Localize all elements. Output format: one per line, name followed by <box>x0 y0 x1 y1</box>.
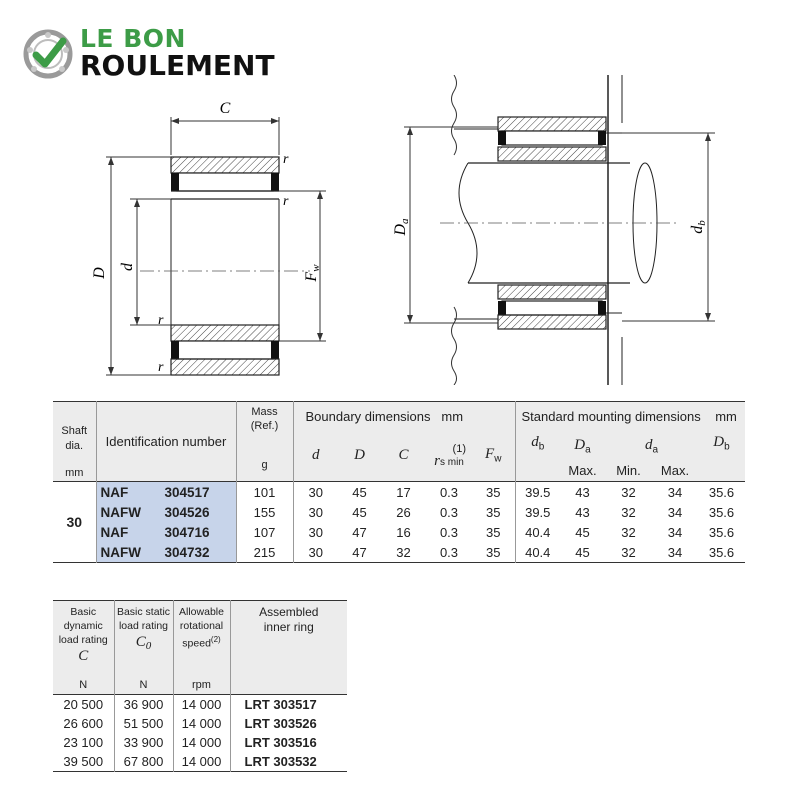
ratings-table <box>53 600 347 772</box>
col-ref: (Ref.) <box>250 420 279 432</box>
label-db: d <box>689 225 706 234</box>
cell-Db: 35.6 <box>708 504 735 520</box>
cell-C: 16 <box>396 524 411 540</box>
label-r: r <box>158 360 164 375</box>
cell-db: 39.5 <box>525 484 551 500</box>
mass-cell: 107 <box>236 522 293 542</box>
col-Db-sub: b <box>724 441 730 453</box>
ident-prefix: NAF <box>100 524 129 540</box>
cell-ring: LRT 303526 <box>244 716 317 731</box>
cell-damax: 34 <box>667 484 683 500</box>
col-db: d <box>531 434 539 450</box>
h-dynamic-C: C <box>78 648 89 664</box>
col-Da-sub: a <box>585 444 591 456</box>
cell-r: 0.3 <box>439 544 459 560</box>
cell-Db: 35.6 <box>708 544 735 560</box>
table-row <box>53 752 347 772</box>
cell-damin: 32 <box>621 524 636 540</box>
cell-D: 45 <box>352 504 367 520</box>
bearing-drawing <box>80 95 440 395</box>
std-unit: mm <box>715 408 737 424</box>
table-row <box>53 733 347 752</box>
label-r: r <box>283 194 289 209</box>
col-Fw: F <box>485 446 495 463</box>
cell-c0: 67 800 <box>114 752 173 772</box>
table-row <box>53 542 745 563</box>
col-max2: Max. <box>660 462 690 478</box>
cell-c: 20 500 <box>53 695 114 715</box>
cell-ring: LRT 303516 <box>244 735 317 750</box>
cell-Db: 35.6 <box>708 484 735 500</box>
table-row <box>53 714 347 733</box>
svg-text:db <box>689 220 708 234</box>
boundary-title: Boundary dimensions <box>305 408 431 424</box>
cell-Da: 45 <box>575 544 590 560</box>
h-static-2: load rating <box>118 620 169 632</box>
col-shaft: Shaft <box>61 425 88 437</box>
col-r-sub: s min <box>439 456 464 468</box>
cell-Da: 43 <box>575 504 590 520</box>
cell-ring: LRT 303517 <box>244 697 317 712</box>
brand-logo <box>22 26 302 86</box>
dimensions-table <box>53 401 745 563</box>
label-Fw-sub: w <box>310 264 322 272</box>
h-speed-2: rotational <box>179 620 224 632</box>
cell-c: 39 500 <box>53 752 114 772</box>
cell-r: 0.3 <box>439 504 459 520</box>
col-Da: D <box>574 437 586 454</box>
cell-D: 45 <box>352 484 367 500</box>
cell-C: 26 <box>396 504 411 520</box>
label-C: C <box>219 100 231 117</box>
cell-d: 30 <box>308 544 323 560</box>
cell-speed: 14 000 <box>173 714 230 733</box>
col-max: Max. <box>568 462 597 478</box>
h-ring-2: inner ring <box>263 620 314 634</box>
col-mm: mm <box>65 467 84 479</box>
ident-number: 304732 <box>164 544 210 560</box>
col-mass: Mass <box>251 406 278 418</box>
h-static-C: C <box>135 634 146 650</box>
cell-Db: 35.6 <box>708 524 735 540</box>
h-ring: Assembled <box>259 605 319 619</box>
label-r: r <box>283 152 289 167</box>
label-db-sub: b <box>696 220 708 226</box>
cell-damin: 32 <box>621 484 636 500</box>
cell-speed: 14 000 <box>173 733 230 752</box>
col-r: r <box>434 452 440 469</box>
h-static: Basic static <box>116 606 171 618</box>
ident-prefix: NAFW <box>100 504 141 520</box>
h-static-C-sub: 0 <box>145 640 152 653</box>
label-Da: D <box>392 223 409 236</box>
cell-d: 30 <box>308 504 323 520</box>
cell-damax: 34 <box>667 544 683 560</box>
std-title: Standard mounting dimensions <box>521 408 701 424</box>
cell-Da: 45 <box>575 524 590 540</box>
cell-Fw: 35 <box>472 542 515 563</box>
cell-Fw: 35 <box>472 502 515 522</box>
svg-text:Da <box>392 218 411 237</box>
col-Fw-sub: w <box>494 453 502 465</box>
cell-damin: 32 <box>621 544 636 560</box>
cell-d: 30 <box>308 524 323 540</box>
col-da-sub: a <box>652 444 659 456</box>
cell-Fw: 35 <box>472 522 515 542</box>
cell-D: 47 <box>352 524 367 540</box>
check-bearing-icon <box>22 28 74 80</box>
ident-number: 304517 <box>164 484 210 500</box>
label-d: d <box>119 263 136 271</box>
cell-db: 40.4 <box>525 544 551 560</box>
col-r-note: (1) <box>452 442 466 455</box>
ident-prefix: NAF <box>100 484 129 500</box>
col-dia: dia. <box>65 440 84 452</box>
h-speed-note: (2) <box>210 635 221 644</box>
label-r: r <box>158 313 164 328</box>
shaft-value: 30 <box>53 482 96 563</box>
mass-cell: 101 <box>236 482 293 503</box>
h-speed-3: speed <box>182 637 211 650</box>
cell-c0: 33 900 <box>114 733 173 752</box>
cell-c: 26 600 <box>53 714 114 733</box>
svg-text:Fw <box>303 264 322 283</box>
col-ident: Identification number <box>96 402 236 482</box>
ident-number: 304526 <box>164 504 210 520</box>
col-min: Min. <box>616 462 641 478</box>
cell-speed: 14 000 <box>173 752 230 772</box>
cell-r: 0.3 <box>439 484 459 500</box>
cell-r: 0.3 <box>439 524 459 540</box>
cell-damin: 32 <box>621 504 636 520</box>
brand-line1: LE BON <box>80 24 186 53</box>
label-D: D <box>91 267 108 279</box>
label-Da-sub: a <box>399 218 411 224</box>
cell-db: 40.4 <box>525 524 551 540</box>
table-row <box>53 502 745 522</box>
cell-damax: 34 <box>667 504 683 520</box>
cell-c0: 51 500 <box>114 714 173 733</box>
label-Fw: F <box>303 271 320 282</box>
cell-ring: LRT 303532 <box>244 754 317 769</box>
col-d: d <box>312 447 320 463</box>
brand-line2: ROULEMENT <box>80 49 275 82</box>
cell-C: 17 <box>396 484 411 500</box>
cell-c0: 36 900 <box>114 695 173 715</box>
cell-D: 47 <box>352 544 367 560</box>
h-dynamic: Basic dynamic <box>63 606 103 632</box>
h-unit-N0: N <box>114 675 173 695</box>
h-unit-rpm: rpm <box>173 675 230 695</box>
cell-d: 30 <box>308 484 323 500</box>
cell-Fw: 35 <box>472 482 515 503</box>
table-row <box>53 695 347 715</box>
boundary-unit: mm <box>441 408 464 424</box>
cell-db: 39.5 <box>525 504 551 520</box>
col-db-sub: b <box>538 441 545 453</box>
col-g: g <box>261 459 268 471</box>
ident-number: 304716 <box>164 524 210 540</box>
mass-cell: 155 <box>236 502 293 522</box>
cell-speed: 14 000 <box>173 695 230 715</box>
h-unit-N: N <box>53 675 114 695</box>
h-dynamic-2: load rating <box>58 634 108 646</box>
mass-cell: 215 <box>236 542 293 563</box>
cell-c: 23 100 <box>53 733 114 752</box>
table-row <box>53 482 745 503</box>
cell-damax: 34 <box>667 524 683 540</box>
table-row <box>53 522 745 542</box>
cell-Da: 43 <box>575 484 590 500</box>
col-da: d <box>644 437 653 454</box>
cell-C: 32 <box>396 544 411 560</box>
h-speed: Allowable <box>179 606 224 618</box>
col-C: C <box>398 447 409 463</box>
col-D: D <box>354 447 365 463</box>
col-Db: D <box>713 434 725 450</box>
mounting-drawing <box>390 75 730 385</box>
ident-prefix: NAFW <box>100 544 141 560</box>
